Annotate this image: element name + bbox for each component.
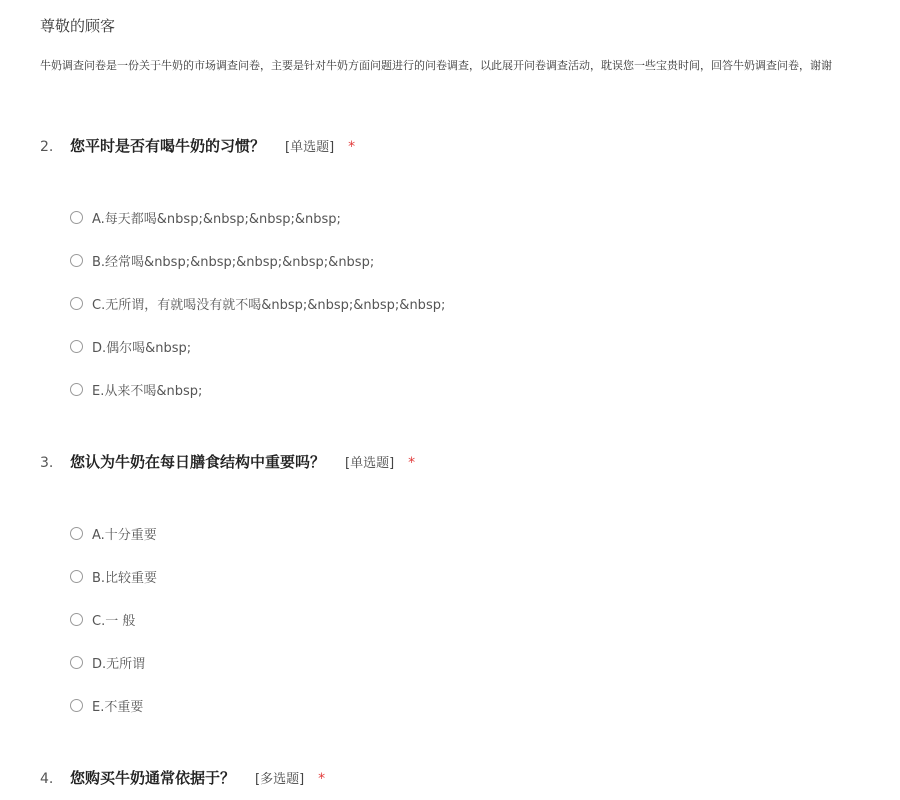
question-type-label: [单选题] <box>285 140 335 155</box>
option-b[interactable] <box>70 239 880 282</box>
option-label: B.经常喝&nbsp;&nbsp;&nbsp;&nbsp;&nbsp; <box>92 255 375 270</box>
radio-button[interactable] <box>70 297 83 310</box>
option-c[interactable] <box>70 282 880 325</box>
radio-button[interactable] <box>70 254 83 267</box>
option-e[interactable] <box>70 368 880 411</box>
options-list <box>70 512 880 727</box>
question-type-label: [多选题] <box>255 772 305 787</box>
required-asterisk: * <box>318 771 326 787</box>
radio-button[interactable] <box>70 656 83 669</box>
required-asterisk: * <box>408 455 416 471</box>
question-2 <box>40 135 880 411</box>
question-title: 您认为牛奶在每日膳食结构中重要吗？ <box>70 453 326 471</box>
question-number: 2. <box>40 139 54 155</box>
question-number: 4. <box>40 771 54 787</box>
option-label: D.无所谓 <box>92 657 146 672</box>
option-a[interactable] <box>70 196 880 239</box>
question-header <box>40 135 880 159</box>
option-label: D.偶尔喝&nbsp; <box>92 341 192 356</box>
option-e[interactable] <box>70 684 880 727</box>
question-title: 您购买牛奶通常依据于？ <box>70 769 236 787</box>
survey-greeting: 尊敬的顾客 <box>40 17 116 35</box>
question-number: 3. <box>40 455 54 471</box>
option-label: A.每天都喝&nbsp;&nbsp;&nbsp;&nbsp; <box>92 212 341 227</box>
option-d[interactable] <box>70 325 880 368</box>
option-label: B.比较重要 <box>92 571 158 586</box>
question-header <box>40 767 880 791</box>
option-label: C.无所谓，有就喝没有就不喝&nbsp;&nbsp;&nbsp;&nbsp; <box>92 298 446 313</box>
options-list <box>70 196 880 411</box>
option-label: E.从来不喝&nbsp; <box>92 384 203 399</box>
option-d[interactable] <box>70 641 880 684</box>
option-label: A.十分重要 <box>92 528 157 543</box>
option-label: C.一 般 <box>92 614 136 629</box>
question-3 <box>40 451 880 727</box>
option-b[interactable] <box>70 555 880 598</box>
radio-button[interactable] <box>70 383 83 396</box>
option-c[interactable] <box>70 598 880 641</box>
radio-button[interactable] <box>70 570 83 583</box>
radio-button[interactable] <box>70 527 83 540</box>
question-type-label: [单选题] <box>345 456 395 471</box>
survey-intro: 牛奶调查问卷是一份关于牛奶的市场调查问卷，主要是针对牛奶方面问题进行的问卷调查，以此展开问卷调查活动，耽误您一些宝贵时间，回答牛奶调查问卷，谢谢 <box>40 59 832 72</box>
question-4 <box>40 767 880 791</box>
radio-button[interactable] <box>70 340 83 353</box>
question-title: 您平时是否有喝牛奶的习惯？ <box>70 137 266 155</box>
option-a[interactable] <box>70 512 880 555</box>
radio-button[interactable] <box>70 613 83 626</box>
radio-button[interactable] <box>70 699 83 712</box>
option-label: E.不重要 <box>92 700 144 715</box>
required-asterisk: * <box>348 139 356 155</box>
radio-button[interactable] <box>70 211 83 224</box>
question-header <box>40 451 880 475</box>
